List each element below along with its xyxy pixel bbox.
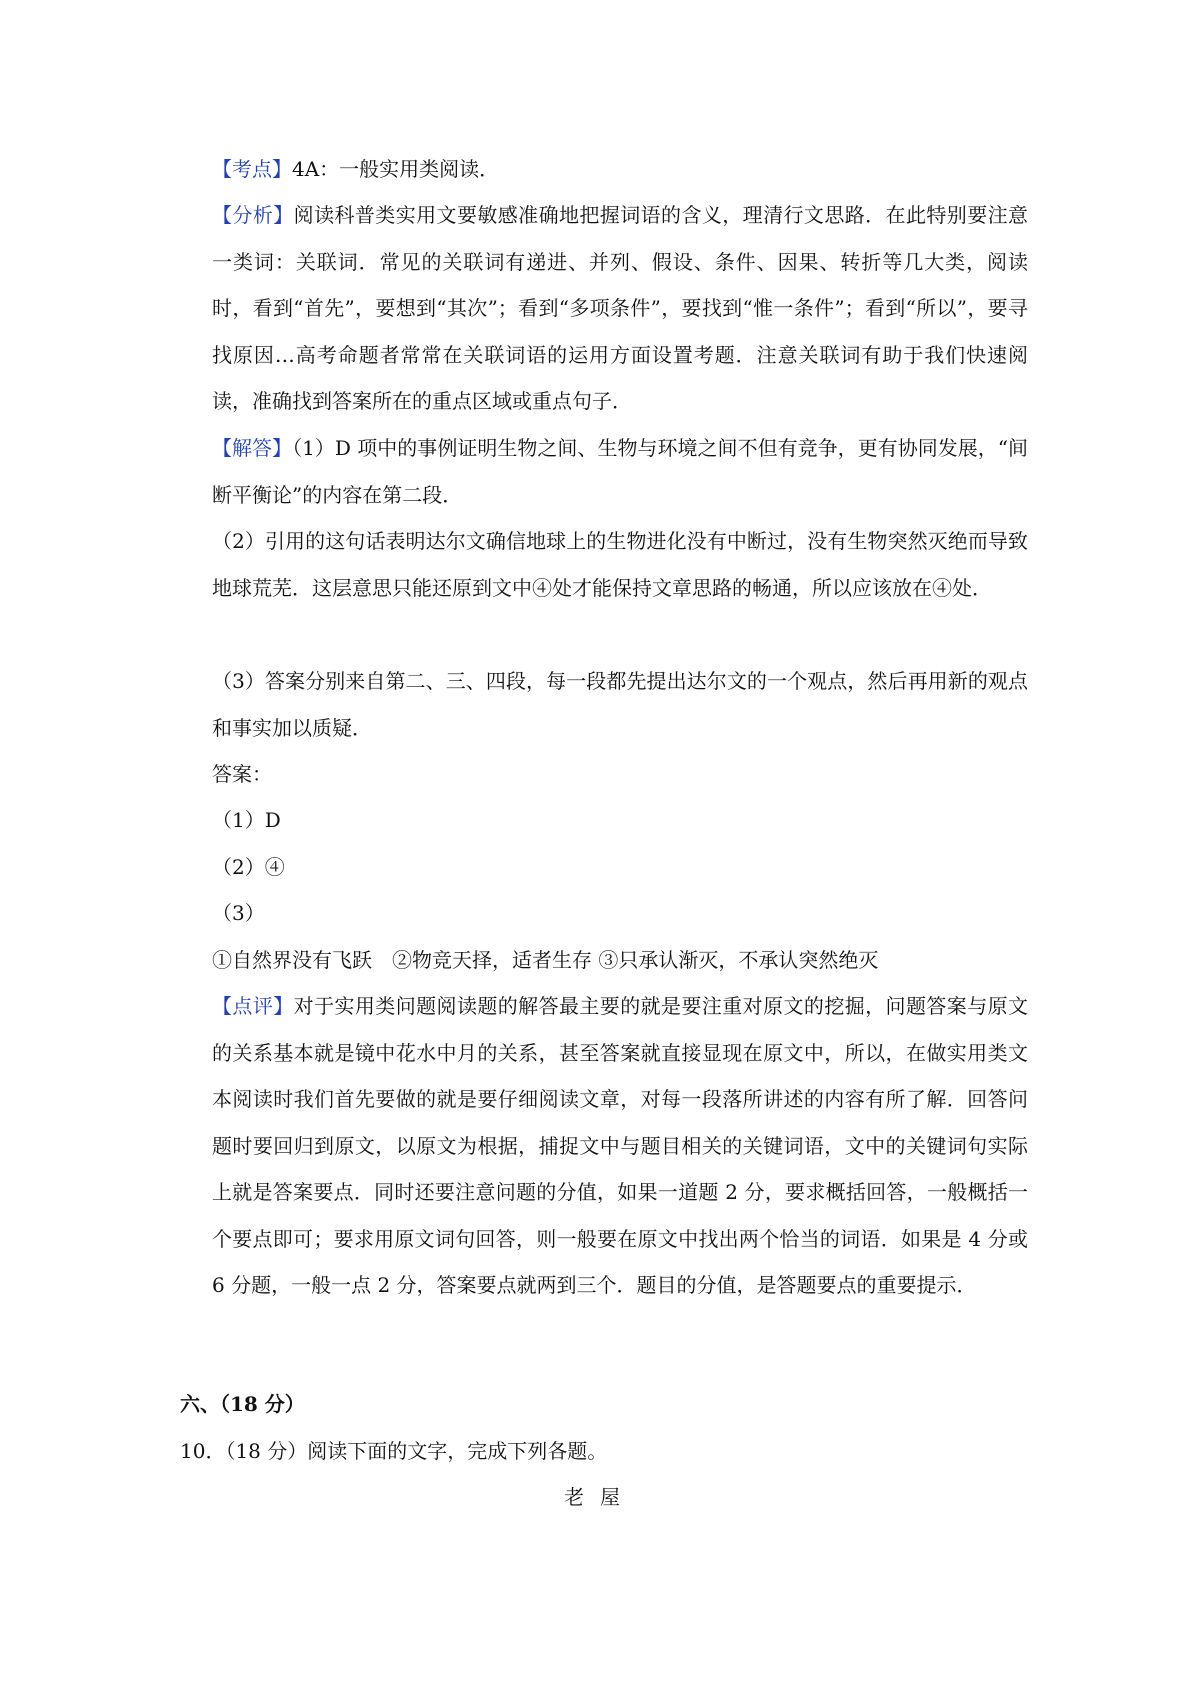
answer-3: （3） (212, 901, 265, 925)
answer-2: （2）④ (212, 855, 285, 879)
jieda-paragraph-2 (212, 518, 1028, 611)
kaodian-tag: 【考点】 (212, 157, 292, 181)
jieda-p2: （2）引用的这句话表明达尔文确信地球上的生物进化没有中断过，没有生物突然灭绝而导致地球荒芜．这层意思只能还原到文中④处才能保持文章思路的畅通，所以应该放在④处． (212, 529, 1028, 600)
section-heading: 六、（18 分） (180, 1392, 305, 1416)
fenxi-paragraph (212, 192, 1028, 425)
jieda-paragraph-3 (212, 658, 1028, 751)
jieda-p3: （3）答案分别来自第二、三、四段，每一段都先提出达尔文的一个观点，然后再用新的观点和事实加以质疑． (212, 669, 1028, 740)
jieda-p1: （1）D 项中的事例证明生物之间、生物与环境之间不但有竞争，更有协同发展，“间断平衡论”的内容在第二段． (212, 436, 1029, 507)
answer-1: （1）D (212, 808, 281, 832)
jieda-paragraph-1 (212, 425, 1028, 518)
answer-heading: 答案： (212, 762, 272, 786)
kaodian-text: 4A：一般实用类阅读． (292, 157, 500, 181)
dianping-tag: 【点评】 (212, 994, 294, 1018)
article-title: 老屋 (564, 1485, 636, 1509)
fenxi-text: 阅读科普类实用文要敏感准确地把握词语的含义，理清行文思路．在此特别要注意一类词：关联词．常见的关联词有递进、并列、假设、条件、因果、转折等几大类，阅读时，看到“首先”，要想到“其次”；看到“多项条件”，要找到“惟一条件”；看到“所以”，要寻找原因…高考命题者常常在关联词语的运用方面设置考题．注意关联词有助于我们快速阅读，准确找到答案所在的重点区域或重点句子． (212, 203, 1029, 413)
dianping-paragraph (212, 983, 1028, 1309)
kaodian-line (212, 146, 499, 192)
question-text: 10．（18 分）阅读下面的文字，完成下列各题。 (180, 1439, 608, 1463)
jieda-tag: 【解答】 (212, 436, 293, 460)
dianping-text: 对于实用类问题阅读题的解答最主要的就是要注重对原文的挖掘，问题答案与原文的关系基本就是镜中花水中月的关系，甚至答案就直接显现在原文中，所以，在做实用类文本阅读时我们首先要做的就是要仔细阅读文章，对每一段落所讲述的内容有所了解．回答问题时要回归到原文，以原文为根据，捕捉文中与题目相关的关键词语，文中的关键词句实际上就是答案要点．同时还要注意问题的分值，如果一道题 2 分，要求概括回答，一般概括一个要点即可；要求用原文词句回答，则一般要在原文中找出两个恰当的词语．如果是 4 分或 6 分题，一般一点 2 分，答案要点就两到三个．题目的分值，是答题要点的重要提示． (212, 994, 1029, 1297)
fenxi-tag: 【分析】 (212, 203, 294, 227)
answer-3-content: ①自然界没有飞跃 ②物竞天择，适者生存 ③只承认渐灭，不承认突然绝灭 (212, 948, 879, 972)
